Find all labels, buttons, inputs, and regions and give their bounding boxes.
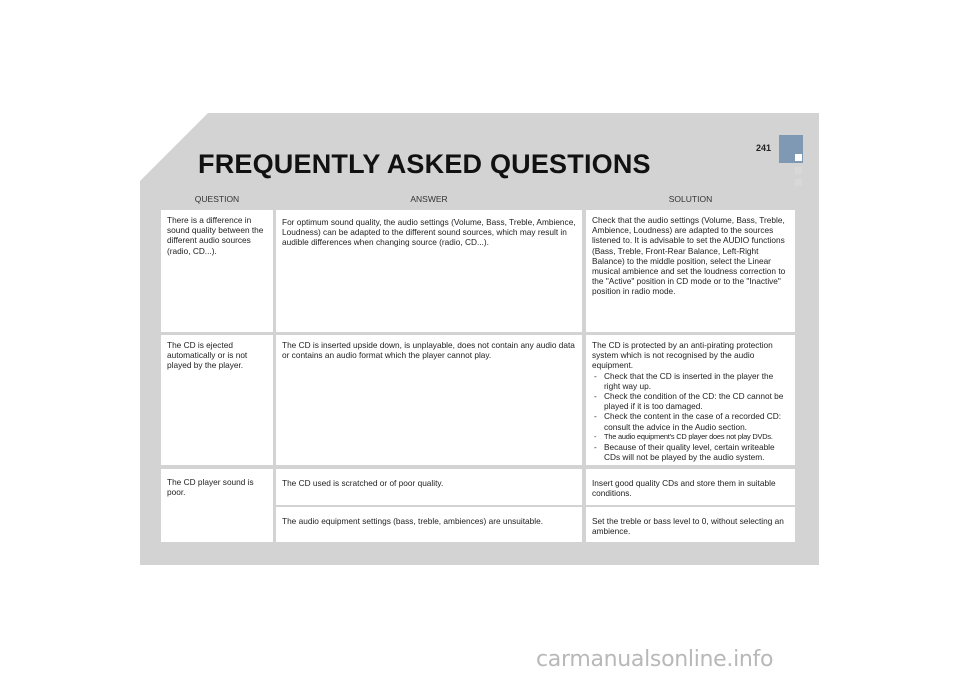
question-cell — [161, 210, 273, 332]
section-marker-icon — [795, 167, 802, 174]
question-text: There is a difference in sound quality between the different audio sources (radio, CD...). — [167, 215, 264, 256]
solution-text: Check that the audio settings (Volume, Bass, Treble, Ambience, Loudness) are adapted to the sources listened to. It is advisable to set the AUDIO functions (Bass, Treble, Front-Rear Balance, Left-Right Balance) to the middle position, select the Linear musical ambience and set the loudness correction to the "Active" position in CD mode or to the "Inactive" position in radio mode. — [592, 215, 786, 297]
question-text: The CD is ejected automatically or is not played by the player. — [167, 340, 248, 371]
watermark: carmanualsonline.info — [536, 647, 774, 672]
solution-checklist — [592, 371, 789, 463]
section-marker-icon — [795, 179, 802, 186]
solution-text: Set the treble or bass level to 0, without selecting an ambience. — [592, 516, 784, 537]
answer-text: The CD used is scratched or of poor quality. — [282, 478, 444, 488]
list-item: - The audio equipment's CD player does not play DVDs. — [592, 432, 789, 442]
list-item: - Because of their quality level, certain writeable CDs will not be played by the audio system. — [592, 442, 789, 462]
header-answer: ANSWER — [410, 194, 448, 204]
answer-cell — [276, 335, 582, 465]
question-cell — [161, 469, 273, 542]
list-item: - Check the condition of the CD: the CD cannot be played if it is too damaged. — [592, 391, 789, 411]
header-solution: SOLUTION — [668, 194, 713, 204]
answer-text: The audio equipment settings (bass, treble, ambiences) are unsuitable. — [282, 516, 544, 526]
solution-text: Insert good quality CDs and store them in suitable conditions. — [592, 478, 776, 499]
answer-text: The CD is inserted upside down, is unplayable, does not contain any audio data or contains an audio format which the player cannot play. — [282, 340, 575, 361]
answer-cell — [276, 469, 582, 505]
list-item: - Check that the CD is inserted in the player the right way up. — [592, 371, 789, 391]
question-text: The CD player sound is poor. — [167, 477, 254, 498]
solution-intro: The CD is protected by an anti-pirating protection system which is not recognised by the audio equipment. — [592, 340, 773, 371]
answer-cell — [276, 210, 582, 332]
header-question: QUESTION — [194, 194, 240, 204]
page-title: FREQUENTLY ASKED QUESTIONS — [198, 149, 651, 179]
answer-cell — [276, 507, 582, 542]
solution-cell — [586, 210, 795, 332]
solution-cell — [586, 507, 795, 542]
solution-cell — [586, 469, 795, 505]
question-cell — [161, 335, 273, 465]
list-item: - Check the content in the case of a recorded CD: consult the advice in the Audio section. — [592, 411, 789, 431]
page-number: 241 — [756, 143, 772, 153]
section-marker-active-icon — [795, 154, 802, 161]
answer-text: For optimum sound quality, the audio settings (Volume, Bass, Treble, Ambience, Loudness) can be adapted to the different sound sources, which may result in audible differences when changing source (radio, CD...). — [282, 217, 576, 248]
solution-cell — [586, 335, 795, 465]
